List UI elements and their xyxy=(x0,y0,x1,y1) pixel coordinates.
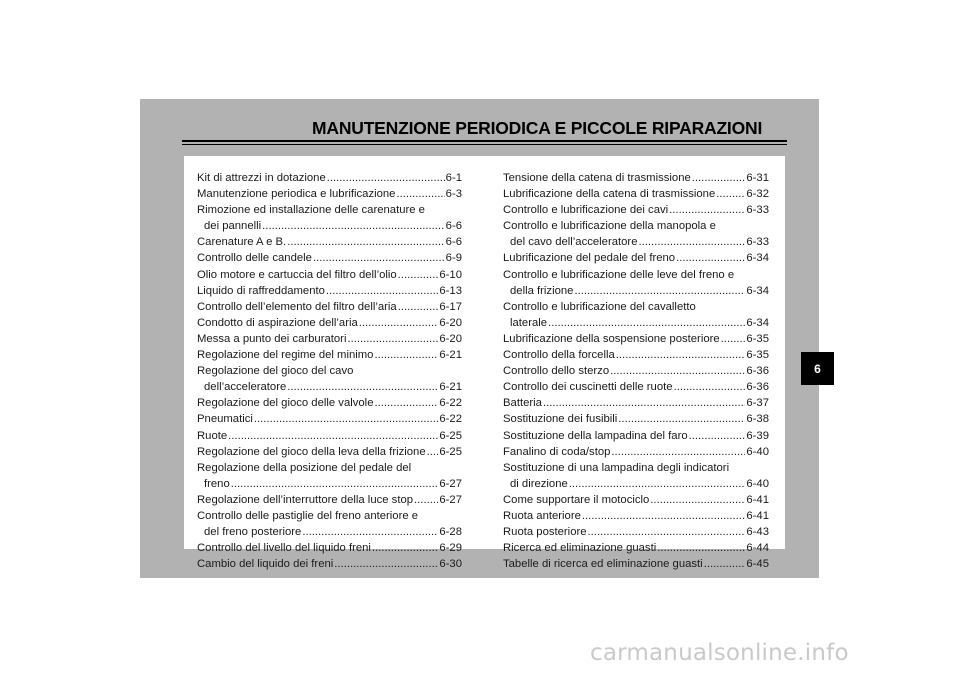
toc-entry-title: Sostituzione dei fusibili xyxy=(503,413,618,426)
toc-entry[interactable] xyxy=(503,508,769,524)
toc-entry-title: Controllo del livello del liquido freni xyxy=(197,542,371,555)
toc-entry[interactable] xyxy=(503,170,769,186)
dot-leader xyxy=(569,476,746,492)
toc-entry[interactable] xyxy=(503,347,769,363)
dot-leader xyxy=(618,411,745,427)
dot-leader xyxy=(396,186,444,202)
toc-entry-title: dell’acceleratore xyxy=(204,381,287,394)
toc-entry-title: Regolazione del gioco delle valvole xyxy=(197,397,374,410)
toc-page-number: 6-17 xyxy=(439,300,462,313)
dot-leader xyxy=(674,379,746,395)
toc-page-number: 6-34 xyxy=(746,252,769,265)
toc-entry[interactable] xyxy=(197,283,462,299)
dot-leader xyxy=(574,283,745,299)
toc-page-number: 6-41 xyxy=(746,509,769,522)
toc-entry-title: Regolazione dell’interruttore della luce stop xyxy=(197,493,414,506)
toc-entry-title: del cavo dell’acceleratore xyxy=(510,236,638,249)
dot-leader xyxy=(548,315,745,331)
dot-leader xyxy=(638,234,745,250)
dot-leader xyxy=(254,411,438,427)
toc-entry-title: Cambio del liquido dei freni xyxy=(197,558,334,571)
toc-entry-title: Controllo e lubrificazione del cavalletto xyxy=(503,300,696,313)
toc-entry[interactable] xyxy=(197,250,462,266)
toc-page-number: 6-27 xyxy=(439,493,462,506)
dot-leader xyxy=(716,186,745,202)
chapter-tab[interactable]: 6 xyxy=(801,352,834,385)
toc-entry[interactable] xyxy=(197,331,462,347)
toc-entry[interactable] xyxy=(503,524,769,540)
dot-leader xyxy=(692,170,746,186)
toc-page-number: 6-32 xyxy=(746,188,769,201)
dot-leader xyxy=(582,508,746,524)
toc-entry-title: Ricerca ed eliminazione guasti xyxy=(503,542,657,555)
toc-page-number: 6-39 xyxy=(746,429,769,442)
toc-page-number: 6-33 xyxy=(746,204,769,217)
toc-entry-title: Controllo dei cuscinetti delle ruote xyxy=(503,381,673,394)
toc-entry-title: Ruote xyxy=(197,429,228,442)
toc-entry-title: Lubrificazione del pedale del freno xyxy=(503,252,676,265)
toc-page-number: 6-27 xyxy=(439,477,462,490)
toc-entry[interactable] xyxy=(503,428,769,444)
dot-leader xyxy=(657,540,745,556)
toc-entry[interactable] xyxy=(197,267,462,283)
toc-entry[interactable] xyxy=(503,267,769,299)
dot-leader xyxy=(427,444,439,460)
toc-entry-title: dei pannelli xyxy=(204,220,262,233)
toc-page-number: 6-10 xyxy=(439,268,462,281)
toc-entry[interactable] xyxy=(197,540,462,556)
toc-entry[interactable] xyxy=(197,508,462,540)
dot-leader xyxy=(374,347,438,363)
toc-entry[interactable] xyxy=(503,299,769,331)
toc-entry-title: Tensione della catena di trasmissione xyxy=(503,172,691,184)
toc-entry[interactable] xyxy=(197,186,462,202)
toc-entry[interactable] xyxy=(503,250,769,266)
toc-entry-title: Lubrificazione della catena di trasmissione xyxy=(503,188,716,201)
dot-leader xyxy=(721,331,746,347)
watermark: carmanualsonline.info xyxy=(590,640,849,666)
toc-entry-title: di direzione xyxy=(510,477,568,490)
dot-leader xyxy=(313,250,445,266)
dot-leader xyxy=(616,347,746,363)
toc-page-number: 6-34 xyxy=(746,284,769,297)
dot-leader xyxy=(347,331,438,347)
toc-page-number: 6-13 xyxy=(439,284,462,297)
toc-page-number: 6-3 xyxy=(445,188,462,201)
toc-entry-title: Ruota posteriore xyxy=(503,526,587,539)
toc-page-number: 6-6 xyxy=(445,236,462,249)
toc-entry[interactable] xyxy=(197,428,462,444)
toc-entry-title: Batteria xyxy=(503,397,542,410)
dot-leader xyxy=(414,492,438,508)
dot-leader xyxy=(334,556,438,572)
toc-entry-title: Tabelle di ricerca ed eliminazione guasti xyxy=(503,558,703,571)
toc-page-number: 6-41 xyxy=(746,493,769,506)
toc-entry[interactable] xyxy=(503,363,769,379)
toc-entry[interactable] xyxy=(197,444,462,460)
toc-entry-title: Olio motore e cartuccia del filtro dell’olio xyxy=(197,268,397,281)
toc-entry[interactable] xyxy=(197,202,462,234)
toc-entry-title: Kit di attrezzi in dotazione xyxy=(197,172,326,184)
toc-entry[interactable] xyxy=(197,556,462,572)
dot-leader xyxy=(588,524,746,540)
dot-leader xyxy=(611,444,745,460)
toc-entry-title: Condotto di aspirazione dell’aria xyxy=(197,316,358,329)
dot-leader xyxy=(650,492,745,508)
toc-entry-title: Sostituzione di una lampadina degli indicatori xyxy=(503,461,730,474)
dot-leader xyxy=(372,540,438,556)
toc-entry-title: Lubrificazione della sospensione posteriore xyxy=(503,332,720,345)
toc-page-number: 6-44 xyxy=(746,542,769,555)
toc-page-number: 6-30 xyxy=(439,558,462,571)
dot-leader xyxy=(287,234,444,250)
toc-entry[interactable] xyxy=(197,299,462,315)
toc-entry-title: Fanalino di coda/stop xyxy=(503,445,611,458)
dot-leader xyxy=(610,363,745,379)
toc-entry-title: Liquido di raffreddamento xyxy=(197,284,325,297)
dot-leader xyxy=(327,170,445,186)
toc-entry-title: Manutenzione periodica e lubrificazione xyxy=(197,188,396,201)
toc-entry[interactable] xyxy=(197,395,462,411)
toc-entry-title: Controllo e lubrificazione delle leve del freno e xyxy=(503,268,735,281)
toc-entry-title: Pneumatici xyxy=(197,413,253,426)
toc-entry-title: Controllo e lubrificazione dei cavi xyxy=(503,204,669,217)
toc-page-number: 6-35 xyxy=(746,349,769,362)
toc-entry[interactable] xyxy=(197,347,462,363)
toc-page-number: 6-28 xyxy=(439,526,462,539)
toc-entry[interactable] xyxy=(197,492,462,508)
toc-entry[interactable] xyxy=(503,186,769,202)
toc-entry-title: laterale xyxy=(510,316,548,329)
toc-column-left xyxy=(197,170,462,572)
toc-page-number: 6-29 xyxy=(439,542,462,555)
toc-page-number: 6-35 xyxy=(746,332,769,345)
toc-column-right xyxy=(503,170,769,572)
dot-leader xyxy=(302,524,438,540)
toc-entry-title: Controllo della forcella xyxy=(503,349,615,362)
dot-leader xyxy=(287,379,438,395)
dot-leader xyxy=(669,202,745,218)
toc-entry[interactable] xyxy=(503,331,769,347)
toc-entry[interactable] xyxy=(197,170,462,186)
toc-entry[interactable] xyxy=(503,460,769,492)
toc-entry[interactable] xyxy=(503,444,769,460)
toc-page-number: 6-9 xyxy=(445,252,462,265)
toc-entry[interactable] xyxy=(197,411,462,427)
dot-leader xyxy=(228,428,438,444)
toc-entry-title: Controllo delle pastiglie del freno anteriore e xyxy=(197,509,419,522)
toc-entry-title: Carenature A e B. xyxy=(197,236,287,249)
toc-entry[interactable] xyxy=(197,363,462,395)
dot-leader xyxy=(326,283,438,299)
toc-entry-title: freno xyxy=(204,477,230,490)
toc-entry-title: Regolazione del regime del minimo xyxy=(197,349,374,362)
toc-entry[interactable] xyxy=(503,379,769,395)
toc-entry[interactable] xyxy=(197,315,462,331)
toc-entry[interactable] xyxy=(197,234,462,250)
toc-entry-title: Rimozione ed installazione delle carenature e xyxy=(197,204,425,217)
toc-entry-title: Controllo dell’elemento del filtro dell’aria xyxy=(197,300,397,313)
dot-leader xyxy=(704,556,746,572)
toc-entry-title: Controllo delle candele xyxy=(197,252,312,265)
toc-entry-title: Ruota anteriore xyxy=(503,509,581,522)
toc-page-number: 6-33 xyxy=(746,236,769,249)
toc-entry-title: Regolazione del gioco della leva della frizione xyxy=(197,445,426,458)
toc-page-number: 6-31 xyxy=(746,172,769,184)
toc-entry[interactable] xyxy=(197,460,462,492)
toc-entry-title: del freno posteriore xyxy=(204,526,302,539)
toc-page-number: 6-40 xyxy=(746,477,769,490)
toc-entry-title: Messa a punto dei carburatori xyxy=(197,332,347,345)
toc-page-number: 6-6 xyxy=(445,220,462,233)
dot-leader xyxy=(231,476,439,492)
toc-page-number: 6-22 xyxy=(439,413,462,426)
dot-leader xyxy=(543,395,745,411)
dot-leader xyxy=(374,395,438,411)
toc-entry[interactable] xyxy=(503,540,769,556)
toc-page-number: 6-37 xyxy=(746,397,769,410)
dot-leader xyxy=(398,267,439,283)
toc-entry-title: Regolazione della posizione del pedale del xyxy=(197,461,412,474)
toc-page-number: 6-22 xyxy=(439,397,462,410)
toc-entry[interactable] xyxy=(503,556,769,572)
dot-leader xyxy=(262,218,445,234)
toc-entry-title: Regolazione del gioco del cavo xyxy=(197,365,354,378)
toc-page-number: 6-36 xyxy=(746,381,769,394)
toc-page-number: 6-38 xyxy=(746,413,769,426)
toc-page-number: 6-21 xyxy=(439,349,462,362)
toc-entry-title: della frizione xyxy=(510,284,574,297)
toc-entry-title: Controllo dello sterzo xyxy=(503,365,610,378)
toc-page-number: 6-20 xyxy=(439,316,462,329)
toc-entry-title: Controllo e lubrificazione della manopola e xyxy=(503,220,716,233)
dot-leader xyxy=(676,250,745,266)
toc-entry[interactable] xyxy=(503,411,769,427)
dot-leader xyxy=(359,315,439,331)
toc-entry[interactable] xyxy=(503,395,769,411)
toc-page-number: 6-45 xyxy=(746,558,769,571)
toc-page-number: 6-40 xyxy=(746,445,769,458)
toc-page-number: 6-25 xyxy=(439,429,462,442)
toc-page-number: 6-21 xyxy=(439,381,462,394)
toc-entry[interactable] xyxy=(503,202,769,218)
toc-page-number: 6-25 xyxy=(439,445,462,458)
title-rule-thick xyxy=(182,140,787,142)
toc-page-number: 6-1 xyxy=(445,172,462,184)
toc-entry[interactable] xyxy=(503,492,769,508)
dot-leader xyxy=(689,428,746,444)
toc-entry-title: Sostituzione della lampadina del faro xyxy=(503,429,688,442)
toc-entry-title: Come supportare il motociclo xyxy=(503,493,650,506)
dot-leader xyxy=(398,299,439,315)
toc-page-number: 6-34 xyxy=(746,316,769,329)
toc-page-number: 6-36 xyxy=(746,365,769,378)
title-rule-thin xyxy=(182,144,787,145)
toc-entry[interactable] xyxy=(503,218,769,250)
toc-page-number: 6-43 xyxy=(746,526,769,539)
page-title: MANUTENZIONE PERIODICA E PICCOLE RIPARAZIONI xyxy=(312,118,763,138)
toc-page-number: 6-20 xyxy=(439,332,462,345)
